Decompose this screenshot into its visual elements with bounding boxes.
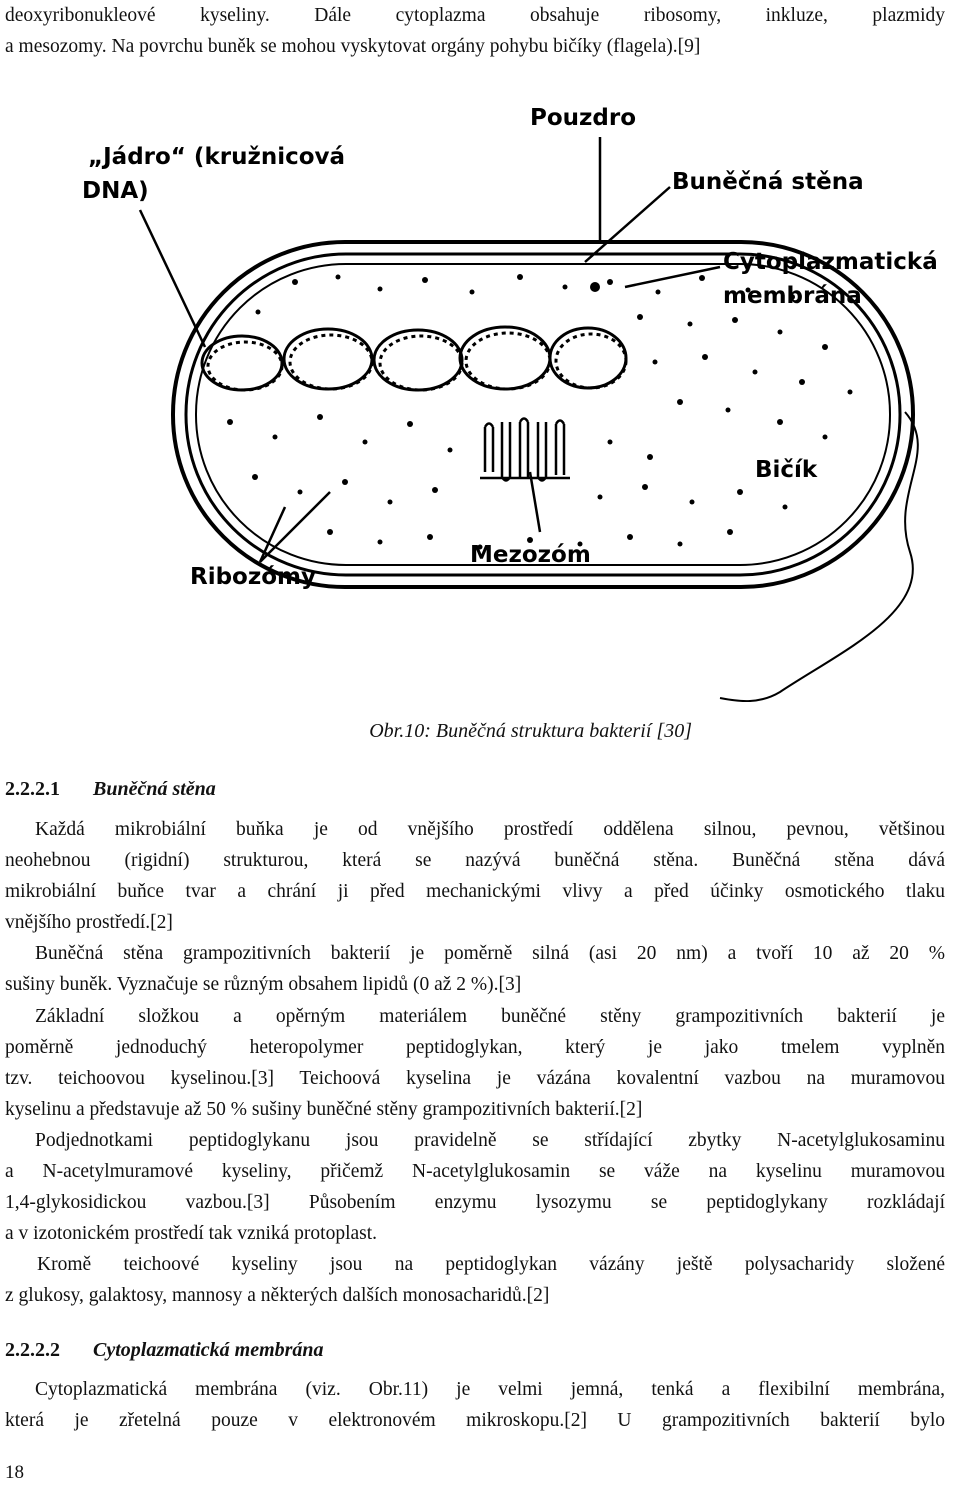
- text-line: vnějšího prostředí.[2]: [5, 912, 173, 933]
- text-line: Základní složkou a opěrným materiálem buněčné stěny grampozitivních bakterií je: [35, 1006, 945, 1027]
- label-mesosome: Mezozóm: [470, 542, 591, 568]
- membrane-outline: [196, 264, 890, 565]
- bacterial-cell-figure: [80, 92, 960, 702]
- flagellum: [720, 412, 918, 701]
- label-cell-wall: Buněčná stěna: [672, 169, 864, 195]
- paragraph: [5, 938, 945, 1000]
- paragraph: [5, 1125, 945, 1249]
- text-line: a v izotonickém prostředí tak vzniká protoplast.: [5, 1223, 378, 1244]
- intro-line: a mesozomy. Na povrchu buněk se mohou vyskytovat orgány pohybu bičíky (flagela).[9]: [5, 36, 701, 57]
- label-nucleus: „Jádro“ (kružnicová: [88, 144, 346, 170]
- paragraph: [5, 1374, 945, 1436]
- paragraph: [5, 1001, 945, 1125]
- mesosome-folds: [480, 419, 570, 481]
- text-line: Podjednotkami peptidoglykanu jsou pravidelně se střídající zbytky N-acetylglukosaminu: [35, 1130, 945, 1151]
- text-line: tzv. teichoovou kyselinou.[3] Teichoová kyselina je vázána kovalentní vazbou na muramovou: [5, 1068, 945, 1089]
- label-membrane-2: membrána: [723, 283, 862, 309]
- paragraph: [5, 814, 945, 938]
- label-ribosomes: Ribozómy: [190, 564, 317, 590]
- text-line: Buněčná stěna grampozitivních bakterií je poměrně silná (asi 20 nm) a tvoří 10 až 20 %: [35, 943, 945, 964]
- intro-paragraph: [5, 0, 945, 62]
- section-number: 2.2.2.2: [5, 1339, 60, 1361]
- label-membrane: Cytoplazmatická: [723, 249, 938, 275]
- section-title: Cytoplazmatická membrána: [93, 1339, 324, 1361]
- ribosome-dots: [227, 274, 853, 550]
- text-line: z glukosy, galaktosy, mannosy a některých dalších monosacharidů.[2]: [5, 1285, 550, 1306]
- section-heading: [5, 778, 216, 801]
- page-number: 18: [5, 1462, 24, 1483]
- label-flagellum: Bičík: [755, 457, 818, 483]
- text-line: mikrobiální buňce tvar a chrání ji před mechanickými vlivy a před účinky osmotického tlaku: [5, 881, 945, 902]
- text-line: 1,4-glykosidickou vazbou.[3] Působením enzymu lysozymu se peptidoglykany rozkládají: [5, 1192, 945, 1213]
- paragraph: [5, 1249, 945, 1311]
- label-capsule: Pouzdro: [530, 105, 637, 131]
- section-number: 2.2.2.1: [5, 778, 60, 800]
- text-line: poměrně jednoduchý heteropolymer peptidoglykan, který je jako tmelem vyplněn: [5, 1037, 945, 1058]
- text-line: Každá mikrobiální buňka je od vnějšího prostředí oddělena silnou, pevnou, většinou: [35, 819, 945, 840]
- pointer-lines: [140, 137, 720, 562]
- text-line: Kromě teichoové kyseliny jsou na peptidoglykan vázány ještě polysacharidy složené: [37, 1254, 945, 1275]
- dna-loops: [202, 327, 626, 390]
- text-line: kyselinu a představuje až 50 % sušiny buněčné stěny grampozitivních bakterií.[2]: [5, 1099, 643, 1120]
- section-title: Buněčná stěna: [93, 778, 216, 800]
- intro-line: deoxyribonukleové kyseliny. Dále cytoplazma obsahuje ribosomy, inkluze, plazmidy: [5, 5, 945, 26]
- text-line: a N-acetylmuramové kyseliny, přičemž N-acetylglukosamin se váže na kyselinu muramovou: [5, 1161, 945, 1182]
- text-line: Cytoplazmatická membrána (viz. Obr.11) je velmi jemná, tenká a flexibilní membrána,: [35, 1379, 945, 1400]
- figure-caption: Obr.10: Buněčná struktura bakterií [30]: [369, 720, 692, 742]
- text-line: která je zřetelná pouze v elektronovém mikroskopu.[2] U grampozitivních bakterií bylo: [5, 1410, 945, 1431]
- text-line: neohebnou (rigidní) strukturou, která se nazývá buněčná stěna. Buněčná stěna dává: [5, 850, 945, 871]
- section-heading: [5, 1339, 324, 1362]
- label-nucleus-dna: DNA): [82, 178, 149, 204]
- text-line: sušiny buněk. Vyznačuje se různým obsahem lipidů (0 až 2 %).[3]: [5, 974, 522, 995]
